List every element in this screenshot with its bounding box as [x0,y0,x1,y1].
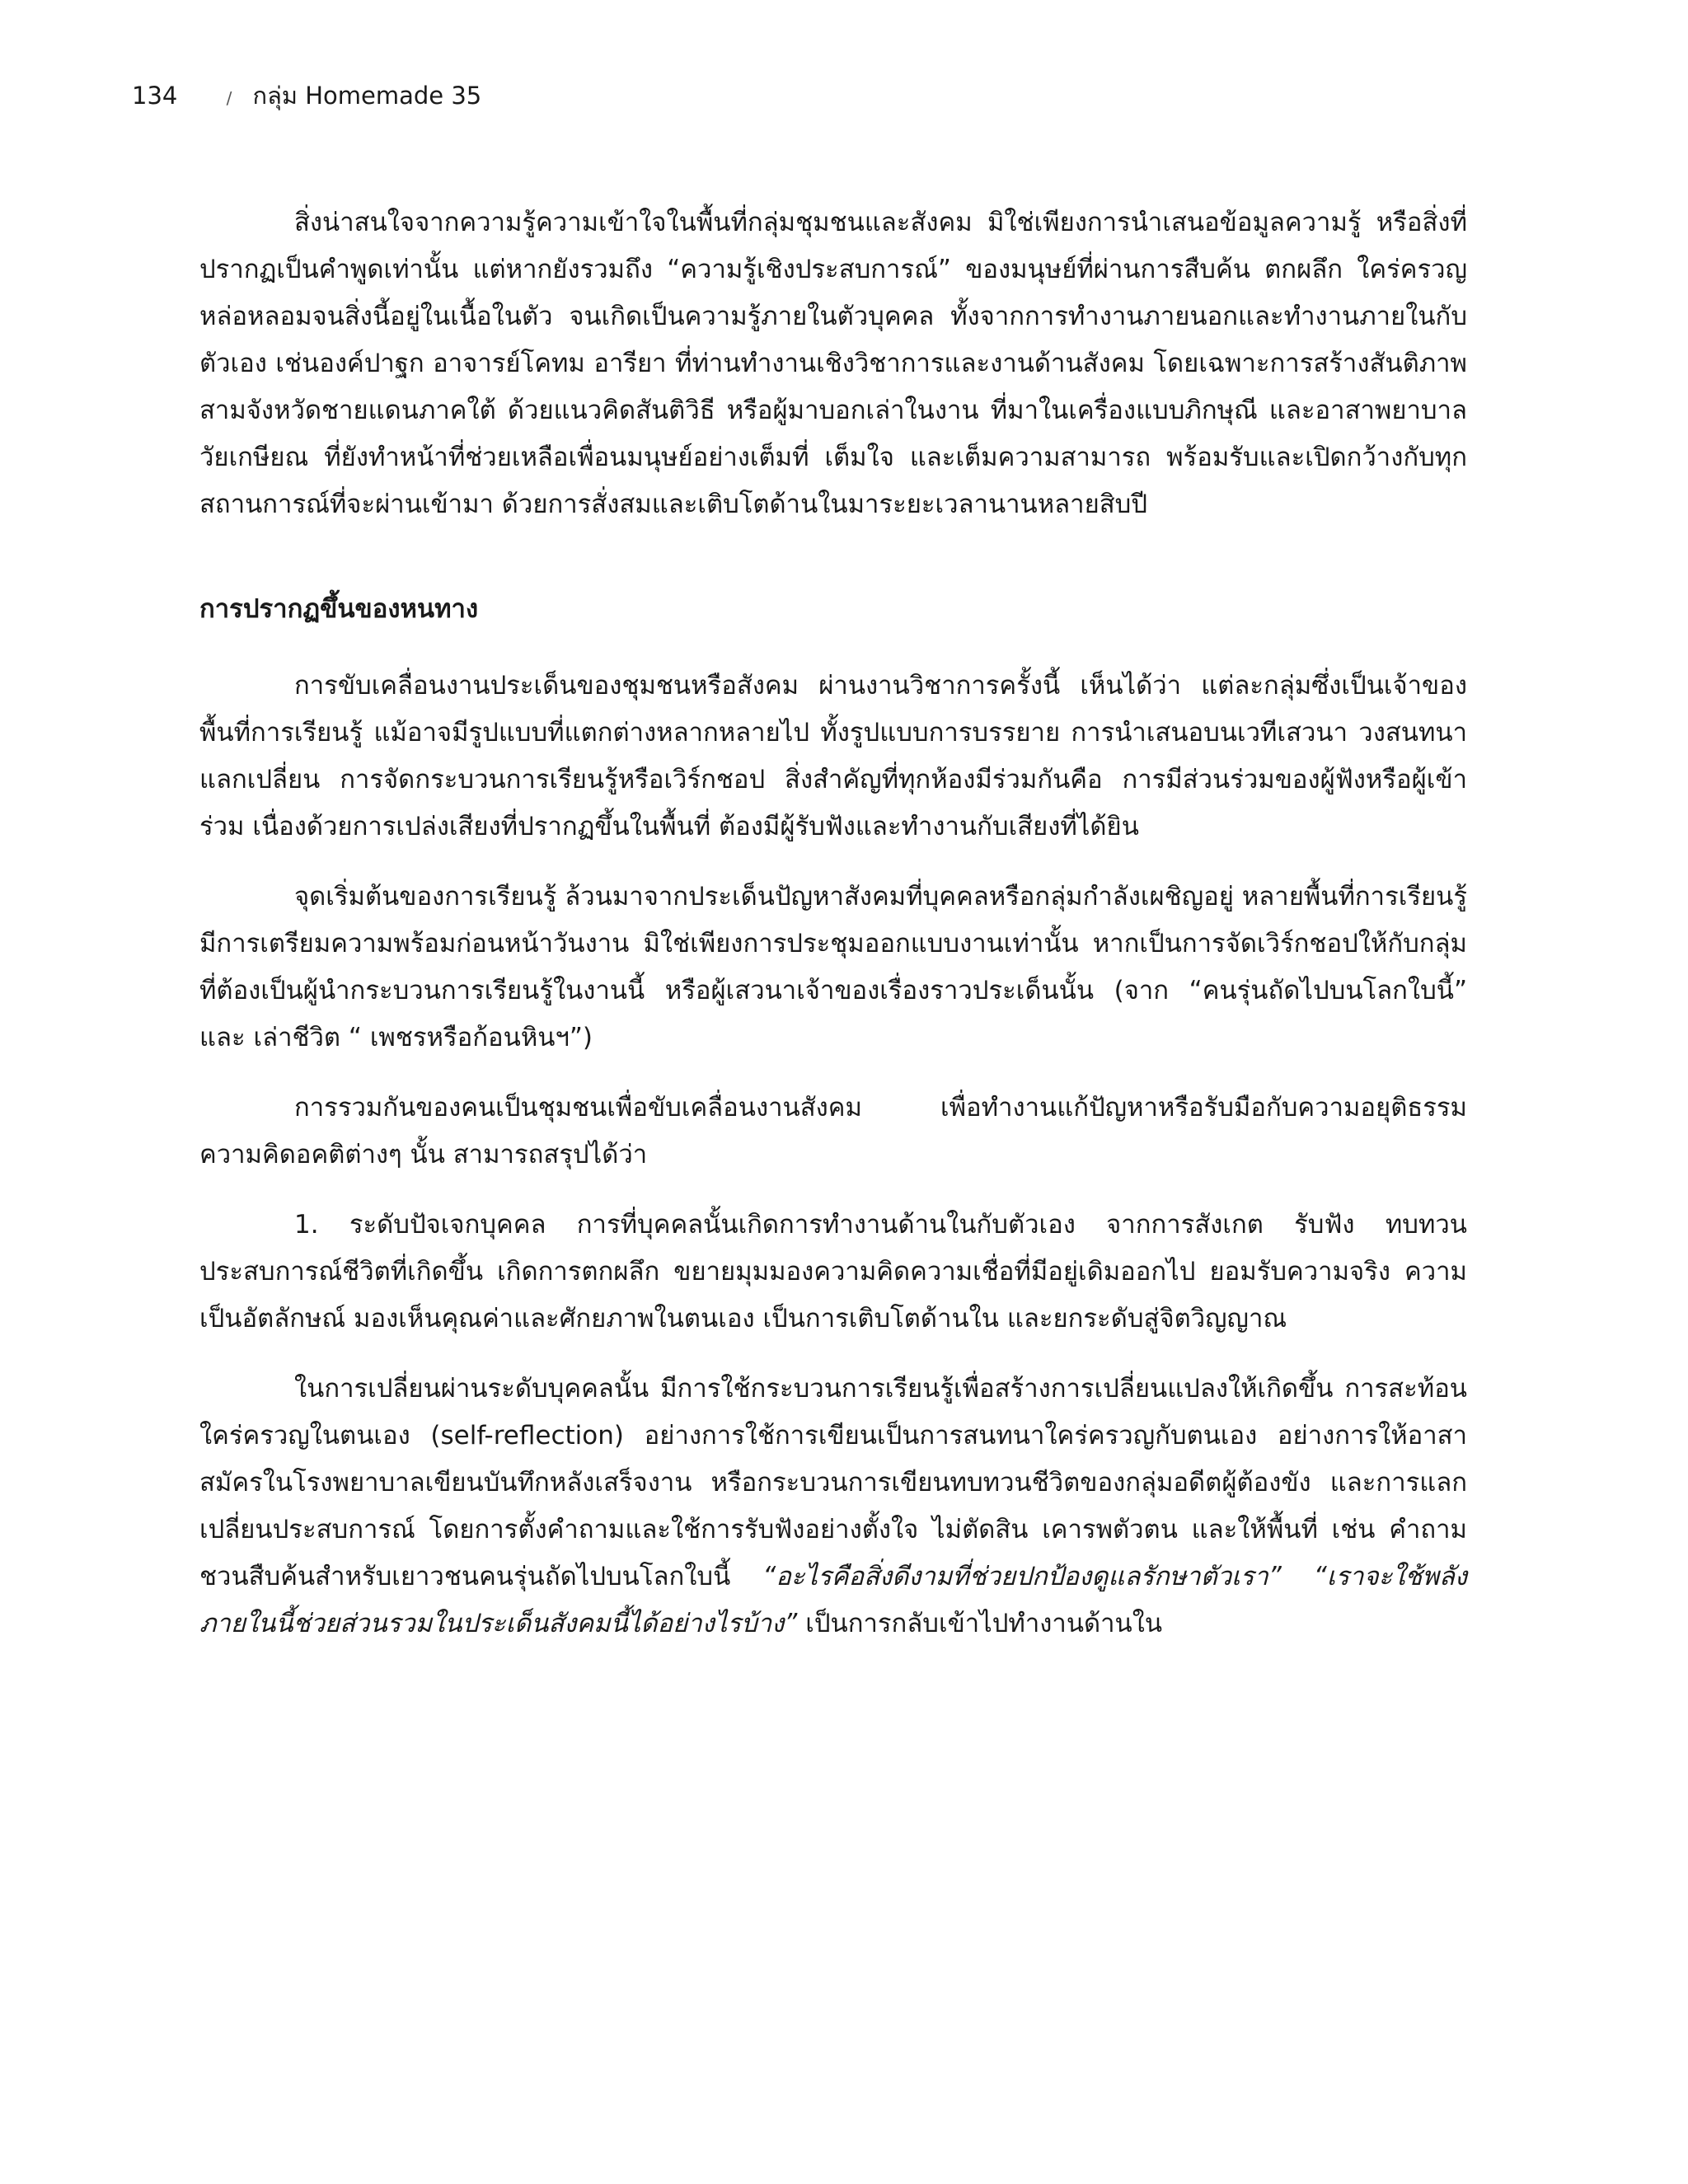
paragraph-text: ในการเปลี่ยนผ่านระดับบุคคลนั้น มีการใช้กระบวนการเรียนรู้เพื่อสร้างการเปลี่ยนแปลงให้เกิดขึ้น การสะท้อนใคร่ครวญในตนเอง (self-reflection) อย่างการใช้การเขียนเป็นการสนทนาใคร่ครวญกับตนเอง อย่างการให้อาสาสมัครในโรงพยาบาลเขียนบันทึกหลังเสร็จงาน หรือกระบวนการเขียนทบทวนชีวิตของกลุ่มอดีตผู้ต้องขัง และการแลกเปลี่ยนประสบการณ์ โดยการตั้งคำถามและใช้การรับฟังอย่างตั้งใจ ไม่ตัดสิน เคารพตัวตน และให้พื้นที่ เช่น คำถามชวนสืบค้นสำหรับเยาวชนคนรุ่นถัดไปบนโลกใบนี้ [199,1374,1467,1591]
paragraph: จุดเริ่มต้นของการเรียนรู้ ล้วนมาจากประเด็นปัญหาสังคมที่บุคคลหรือกลุ่มกำลังเผชิญอยู่ หลายพื้นที่การเรียนรู้มีการเตรียมความพร้อมก่อนหน้าวันงาน มิใช่เพียงการประชุมออกแบบงานเท่านั้น หากเป็นการจัดเวิร์กชอปให้กับกลุ่มที่ต้องเป็นผู้นำกระบวนการเรียนรู้ในงานนี้ หรือผู้เสวนาเจ้าของเรื่องราวประเด็นนั้น (จาก “คนรุ่นถัดไปบนโลกใบนี้” และ เล่าชีวิต “ เพชรหรือก้อนหินฯ”) [199,882,1467,1052]
section-heading: การปรากฏขึ้นของหนทาง [199,594,479,624]
page-number: 134 [132,82,178,110]
paragraph: การขับเคลื่อนงานประเด็นของชุมชนหรือสังคม ผ่านงานวิชาการครั้งนี้ เห็นได้ว่า แต่ละกลุ่มซึ่งเป็นเจ้าของพื้นที่การเรียนรู้ แม้อาจมีรูปแบบที่แตกต่างหลากหลายไป ทั้งรูปแบบการบรรยาย การนำเสนอบนเวทีเสวนา วงสนทนาแลกเปลี่ยน การจัดกระบวนการเรียนรู้หรือเวิร์กชอป สิ่งสำคัญที่ทุกห้องมีร่วมกันคือ การมีส่วนร่วมของผู้ฟังหรือผู้เข้าร่วม เนื่องด้วยการเปล่งเสียงที่ปรากฏขึ้นในพื้นที่ ต้องมีผู้รับฟังและทำงานกับเสียงที่ได้ยิน [199,671,1467,841]
header-separator: / [226,88,232,108]
running-header [132,79,481,115]
paragraph [199,1366,1467,1647]
italic-quote: “อะไรคือสิ่งดีงามที่ช่วยปกป้องดูแลรักษาตัวเรา” [762,1562,1282,1591]
paragraph: สิ่งน่าสนใจจากความรู้ความเข้าใจในพื้นที่กลุ่มชุมชนและสังคม มิใช่เพียงการนำเสนอข้อมูลความรู้ หรือสิ่งที่ปรากฏเป็นคำพูดเท่านั้น แต่หากยังรวมถึง “ความรู้เชิงประสบการณ์” ของมนุษย์ที่ผ่านการสืบค้น ตกผลึก ใคร่ครวญ หล่อหลอมจนสิ่งนี้อยู่ในเนื้อในตัว จนเกิดเป็นความรู้ภายในตัวบุคคล ทั้งจากการทำงานภายนอกและทำงานภายในกับตัวเอง เช่นองค์ปาฐก อาจารย์โคทม อารียา ที่ท่านทำงานเชิงวิชาการและงานด้านสังคม โดยเฉพาะการสร้างสันติภาพสามจังหวัดชายแดนภาคใต้ ด้วยแนวคิดสันติวิธี หรือผู้มาบอกเล่าในงาน ที่มาในเครื่องแบบภิกษุณี และอาสาพยาบาลวัยเกษียณ ที่ยังทำหน้าที่ช่วยเหลือเพื่อนมนุษย์อย่างเต็มที่ เต็มใจ และเต็มความสามารถ พร้อมรับและเปิดกว้างกับทุกสถานการณ์ที่จะผ่านเข้ามา ด้วยการสั่งสมและเติบโตด้านในมาระยะเวลานานหลายสิบปี [199,208,1467,519]
paragraph-text: เป็นการกลับเข้าไปทำงานด้านใน [805,1609,1163,1638]
running-title: กลุ่ม Homemade 35 [252,82,482,110]
numbered-paragraph: 1. ระดับปัจเจกบุคคล การที่บุคคลนั้นเกิดการทำงานด้านในกับตัวเอง จากการสังเกต รับฟัง ทบทวนประสบการณ์ชีวิตที่เกิดขึ้น เกิดการตกผลึก ขยายมุมมองความคิดความเชื่อที่มีอยู่เดิมออกไป ยอมรับความจริง ความเป็นอัตลักษณ์ มองเห็นคุณค่าและศักยภาพในตนเอง เป็นการเติบโตด้านใน และยกระดับสู่จิตวิญญาณ [199,1210,1467,1333]
body-text [199,199,1467,1671]
italic-quote: “เราจะใช้พลังภายในนี้ช่วยส่วนรวมในประเด็นสังคมนี้ได้อย่างไรบ้าง” [199,1562,1468,1638]
paragraph: การรวมกันของคนเป็นชุมชนเพื่อขับเคลื่อนงานสังคม เพื่อทำงานแก้ปัญหาหรือรับมือกับความอยุติธรรม ความคิดอคติต่างๆ นั้น สามารถสรุปได้ว่า [199,1093,1467,1169]
